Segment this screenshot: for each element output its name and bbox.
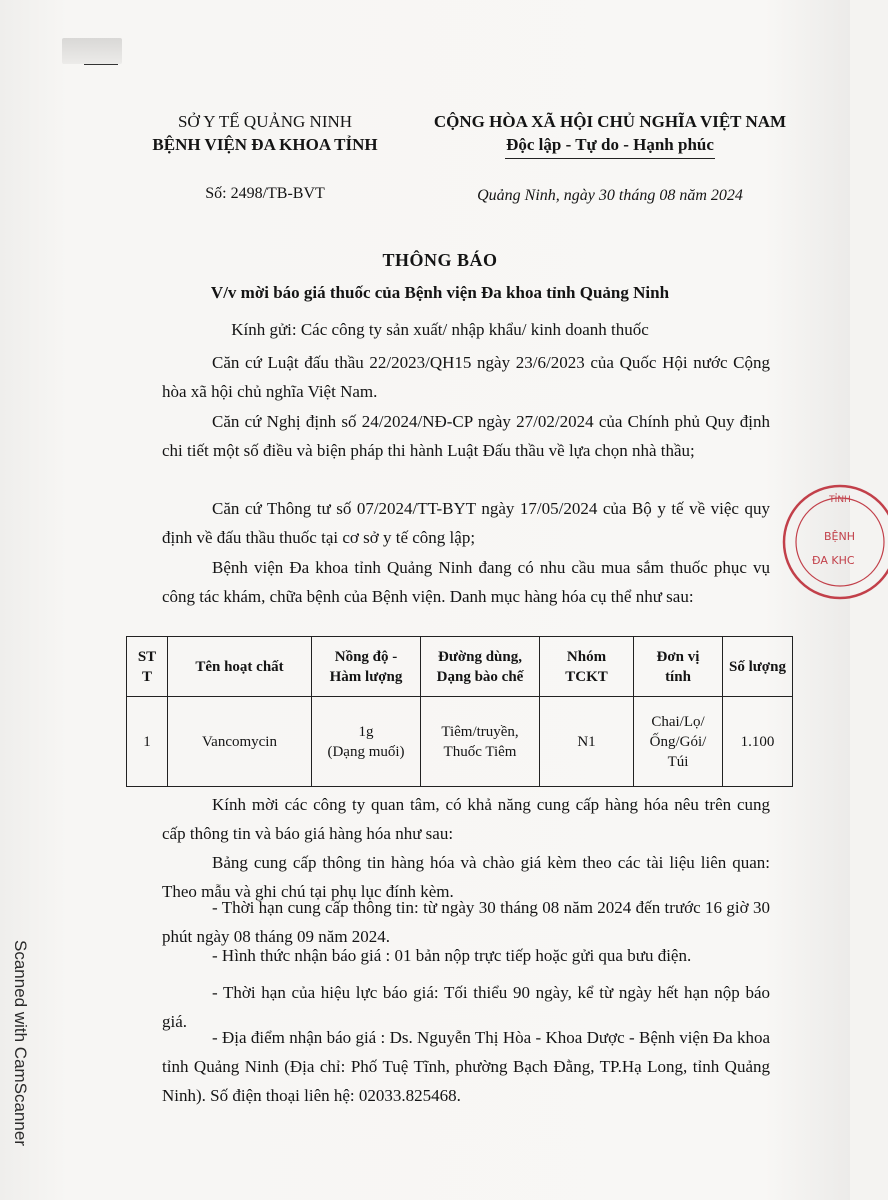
cell-group: N1 — [540, 697, 634, 787]
paragraph-legal-basis-3: Căn cứ Thông tư số 07/2024/TT-BYT ngày 17/05/2024 của Bộ y tế về việc quy định về đấu thầu thuốc tại cơ sở y tế công lập; — [162, 499, 770, 547]
header-quantity: Số lượng — [723, 637, 793, 697]
header-unit: Đơn vị tính — [634, 637, 723, 697]
camscanner-watermark: Scanned with CamScanner — [11, 940, 30, 1147]
parent-organization: SỞ Y TẾ QUẢNG NINH — [177, 112, 353, 131]
cell-unit: Chai/Lọ/ Ống/Gói/ Túi — [634, 697, 723, 787]
paragraph-quote-validity: - Thời hạn của hiệu lực báo giá: Tối thiểu 90 ngày, kể từ ngày hết hạn nộp báo giá. — [162, 983, 770, 1031]
header-route: Đường dùng, Dạng bào chế — [421, 637, 540, 697]
place-date: Quảng Ninh, ngày 30 tháng 08 năm 2024 — [477, 187, 743, 204]
scan-corner-artifact — [62, 38, 122, 64]
seal-text-mid: BỆNH — [824, 530, 855, 543]
cell-quantity: 1.100 — [723, 697, 793, 787]
cell-concentration: 1g (Dạng muối) — [312, 697, 421, 787]
paragraph-info-form: Bảng cung cấp thông tin hàng hóa và chào giá kèm theo các tài liệu liên quan: Theo mẫu và ghi chú tại phụ lục đính kèm. — [162, 853, 770, 901]
table-row — [127, 697, 793, 787]
national-header — [410, 110, 810, 159]
drug-list-table — [126, 636, 793, 787]
document-subject: V/v mời báo giá thuốc của Bệnh viện Đa khoa tỉnh Quảng Ninh — [210, 283, 670, 302]
national-motto: Độc lập - Tự do - Hạnh phúc — [506, 135, 714, 154]
corner-rule — [84, 64, 118, 65]
header-group: Nhóm TCKT — [540, 637, 634, 697]
table-header-row — [127, 637, 793, 697]
paragraph-legal-basis-1: Căn cứ Luật đấu thầu 22/2023/QH15 ngày 23/6/2023 của Quốc Hội nước Cộng hòa xã hội chủ nghĩa Việt Nam. — [162, 353, 770, 401]
header-concentration: Nồng độ - Hàm lượng — [312, 637, 421, 697]
paragraph-submission-address: - Địa điểm nhận báo giá : Ds. Nguyễn Thị Hòa - Khoa Dược - Bệnh viện Đa khoa tỉnh Quảng Ninh (Địa chỉ: Phố Tuệ Tĩnh, phường Bạch Đằng, TP.Hạ Long, tỉnh Quảng Ninh). Số điện thoại liên hệ: 02033.825468. — [162, 1028, 770, 1105]
red-seal-stamp — [778, 480, 888, 610]
national-title: CỘNG HÒA XÃ HỘI CHỦ NGHĨA VIỆT NAM — [433, 112, 787, 131]
salutation: Kính gửi: Các công ty sản xuất/ nhập khẩu/ kinh doanh thuốc — [231, 320, 649, 339]
cell-route: Tiêm/truyền, Thuốc Tiêm — [421, 697, 540, 787]
header-stt: ST T — [127, 637, 168, 697]
paragraph-deadline: - Thời hạn cung cấp thông tin: từ ngày 30 tháng 08 năm 2024 đến trước 16 giờ 30 phút ngày 08 tháng 09 năm 2024. — [162, 898, 770, 946]
cell-stt: 1 — [127, 697, 168, 787]
paragraph-submission-method: - Hình thức nhận báo giá : 01 bản nộp trực tiếp hoặc gửi qua bưu điện. — [212, 946, 692, 965]
motto-underline — [505, 158, 715, 159]
cell-active-ingredient: Vancomycin — [168, 697, 312, 787]
paragraph-procurement-need: Bệnh viện Đa khoa tỉnh Quảng Ninh đang có nhu cầu mua sắm thuốc phục vụ công tác khám, chữa bệnh của Bệnh viện. Danh mục hàng hóa cụ thể như sau: — [162, 558, 770, 606]
seal-text-top: TỈNH — [829, 495, 851, 505]
seal-text-bottom: ĐA KHC — [812, 554, 855, 567]
issuing-organization — [130, 110, 400, 156]
paragraph-legal-basis-2: Căn cứ Nghị định số 24/2024/NĐ-CP ngày 27/02/2024 của Chính phủ Quy định chi tiết một số điều và biện pháp thi hành Luật Đấu thầu về lựa chọn nhà thầu; — [162, 412, 770, 460]
document-number: Số: 2498/TB-BVT — [205, 185, 325, 202]
organization-name: BỆNH VIỆN ĐA KHOA TỈNH — [152, 135, 378, 154]
header-active-ingredient: Tên hoạt chất — [168, 637, 312, 697]
paragraph-invitation: Kính mời các công ty quan tâm, có khả năng cung cấp hàng hóa nêu trên cung cấp thông tin và báo giá hàng hóa như sau: — [162, 795, 770, 843]
document-title: THÔNG BÁO — [382, 250, 498, 270]
